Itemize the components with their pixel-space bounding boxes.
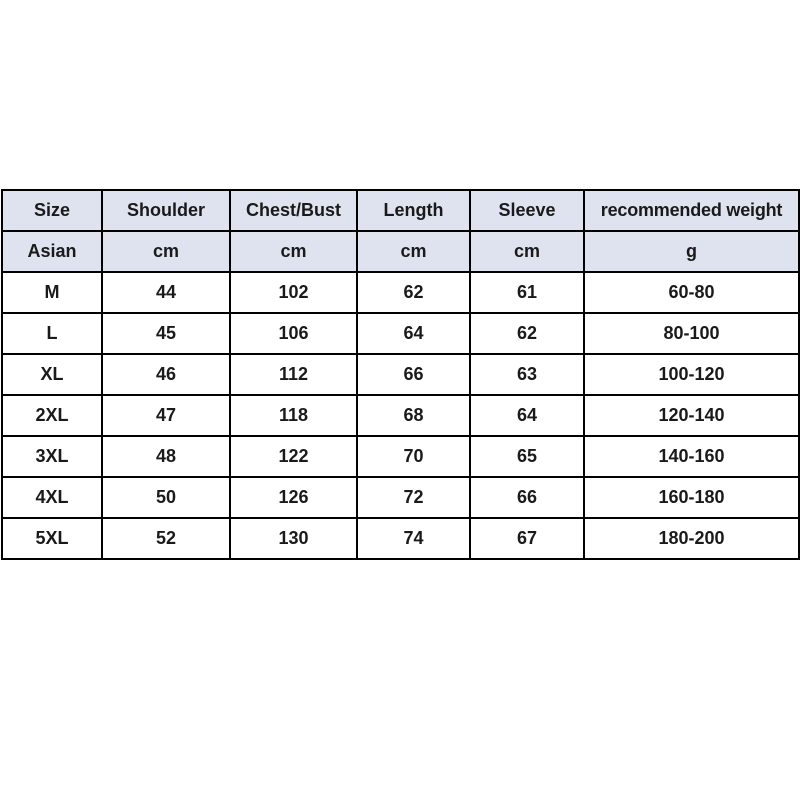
sleeve-cell: 66 <box>470 477 584 518</box>
table-row <box>2 436 799 477</box>
unit-cell-sleeve: cm <box>470 231 584 272</box>
weight-cell: 100-120 <box>584 354 799 395</box>
sleeve-cell: 65 <box>470 436 584 477</box>
chest-bust-cell: 130 <box>230 518 357 559</box>
shoulder-cell: 48 <box>102 436 230 477</box>
table-row <box>2 313 799 354</box>
table-row <box>2 272 799 313</box>
header-cell-sleeve: Sleeve <box>470 190 584 231</box>
shoulder-cell: 45 <box>102 313 230 354</box>
shoulder-cell: 52 <box>102 518 230 559</box>
length-cell: 64 <box>357 313 470 354</box>
chest-bust-cell: 118 <box>230 395 357 436</box>
header-row <box>2 190 799 231</box>
units-row <box>2 231 799 272</box>
sleeve-cell: 62 <box>470 313 584 354</box>
size-cell: 4XL <box>2 477 102 518</box>
weight-cell: 60-80 <box>584 272 799 313</box>
shoulder-cell: 46 <box>102 354 230 395</box>
chest-bust-cell: 126 <box>230 477 357 518</box>
size-cell: 3XL <box>2 436 102 477</box>
unit-cell-shoulder: cm <box>102 231 230 272</box>
header-cell-chest-bust: Chest/Bust <box>230 190 357 231</box>
length-cell: 66 <box>357 354 470 395</box>
header-cell-length: Length <box>357 190 470 231</box>
table-row <box>2 354 799 395</box>
shoulder-cell: 44 <box>102 272 230 313</box>
sleeve-cell: 63 <box>470 354 584 395</box>
table-row <box>2 518 799 559</box>
weight-cell: 140-160 <box>584 436 799 477</box>
unit-cell-chest-bust: cm <box>230 231 357 272</box>
header-cell-size: Size <box>2 190 102 231</box>
length-cell: 74 <box>357 518 470 559</box>
length-cell: 68 <box>357 395 470 436</box>
shoulder-cell: 47 <box>102 395 230 436</box>
length-cell: 70 <box>357 436 470 477</box>
sleeve-cell: 61 <box>470 272 584 313</box>
length-cell: 62 <box>357 272 470 313</box>
length-cell: 72 <box>357 477 470 518</box>
weight-cell: 120-140 <box>584 395 799 436</box>
chest-bust-cell: 122 <box>230 436 357 477</box>
unit-cell-weight: g <box>584 231 799 272</box>
size-cell: L <box>2 313 102 354</box>
size-cell: XL <box>2 354 102 395</box>
header-cell-shoulder: Shoulder <box>102 190 230 231</box>
chest-bust-cell: 112 <box>230 354 357 395</box>
size-cell: M <box>2 272 102 313</box>
size-cell: 2XL <box>2 395 102 436</box>
chest-bust-cell: 102 <box>230 272 357 313</box>
unit-cell-size: Asian <box>2 231 102 272</box>
table-row <box>2 477 799 518</box>
weight-cell: 160-180 <box>584 477 799 518</box>
size-cell: 5XL <box>2 518 102 559</box>
weight-cell: 80-100 <box>584 313 799 354</box>
unit-cell-length: cm <box>357 231 470 272</box>
header-cell-recommended-weight: recommended weight <box>584 190 799 231</box>
sleeve-cell: 64 <box>470 395 584 436</box>
table-row <box>2 395 799 436</box>
sleeve-cell: 67 <box>470 518 584 559</box>
chest-bust-cell: 106 <box>230 313 357 354</box>
size-chart-table <box>1 189 800 560</box>
weight-cell: 180-200 <box>584 518 799 559</box>
shoulder-cell: 50 <box>102 477 230 518</box>
